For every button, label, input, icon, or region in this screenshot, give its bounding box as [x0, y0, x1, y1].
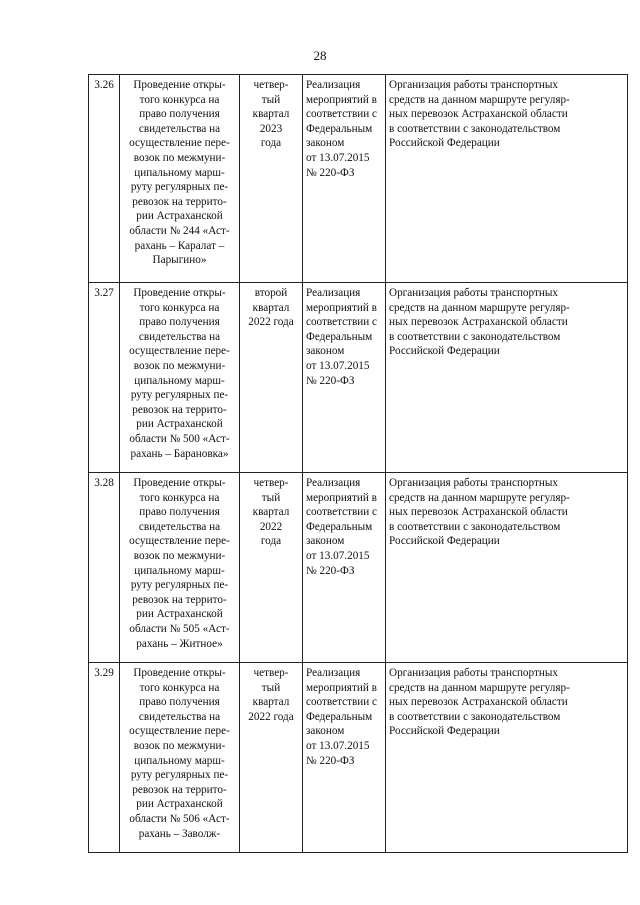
- cell-line: Организация работы транспортных: [389, 79, 558, 91]
- cell-line: ревозок на террито-: [132, 403, 227, 416]
- result-cell: [386, 473, 628, 663]
- cell-line: от 13.07.2015: [306, 739, 370, 752]
- cell-line: рии Астраханской: [136, 798, 223, 811]
- cell-line: ревозок на террито-: [132, 593, 227, 606]
- cell-line: Проведение откры-: [133, 477, 226, 489]
- cell-line: средств на данном маршруте регуляр-: [389, 681, 570, 694]
- cell-line: ных перевозок Астраханской области: [389, 506, 568, 519]
- cell-line: квартал: [252, 108, 290, 121]
- cell-line: в соответствии с законодательством: [389, 330, 561, 343]
- cell-line: второй: [254, 287, 288, 299]
- result-cell: [386, 75, 628, 283]
- cell-line: четвер-: [253, 667, 289, 679]
- measures-table-body: [89, 75, 628, 853]
- cell-line: Организация работы транспортных: [389, 477, 558, 489]
- cell-line: в соответствии с законодательством: [389, 122, 561, 135]
- cell-line: соответствии с: [306, 316, 377, 329]
- cell-line: ных перевозок Астраханской области: [389, 316, 568, 329]
- cell-line: ревозок на террито-: [132, 783, 227, 796]
- cell-line: Российской Федерации: [389, 725, 500, 738]
- cell-line: руту регулярных пе-: [130, 579, 229, 592]
- result-cell: [386, 283, 628, 473]
- cell-line: соответствии с: [306, 108, 377, 121]
- cell-line: средств на данном маршруте регуляр-: [389, 93, 570, 106]
- cell-line: мероприятий в: [306, 301, 377, 314]
- cell-line: Реализация: [306, 477, 361, 489]
- mechanism-cell: [303, 663, 386, 853]
- cell-line: соответствии с: [306, 506, 377, 519]
- cell-line: мероприятий в: [306, 93, 377, 106]
- mechanism-cell: [303, 473, 386, 663]
- cell-line: рии Астраханской: [136, 210, 223, 223]
- cell-line: соответствии с: [306, 696, 377, 709]
- cell-line: возок по межмуни-: [133, 549, 226, 562]
- cell-line: законом: [306, 137, 345, 150]
- cell-line: № 220-ФЗ: [306, 564, 355, 577]
- cell-line: Проведение откры-: [133, 667, 226, 679]
- cell-line: года: [260, 535, 282, 548]
- cell-line: право получения: [139, 696, 220, 709]
- cell-line: Федеральным: [306, 330, 373, 343]
- cell-line: 2022 года: [248, 710, 294, 723]
- cell-line: ных перевозок Астраханской области: [389, 696, 568, 709]
- cell-line: рахань – Барановка»: [130, 447, 229, 460]
- cell-line: ципальному марш-: [134, 166, 225, 179]
- cell-line: руту регулярных пе-: [130, 769, 229, 782]
- cell-line: Проведение откры-: [133, 79, 226, 91]
- item-number-cell: 3.28: [89, 473, 120, 663]
- item-number-cell: 3.27: [89, 283, 120, 473]
- event-cell: [120, 75, 240, 283]
- mechanism-cell: [303, 75, 386, 283]
- cell-line: осуществление пере-: [129, 137, 230, 150]
- cell-line: Реализация: [306, 79, 361, 91]
- cell-line: Российской Федерации: [389, 535, 500, 548]
- term-cell: [240, 283, 303, 473]
- cell-line: области № 505 «Аст-: [129, 622, 230, 635]
- table-row: [89, 75, 628, 283]
- cell-line: Проведение откры-: [133, 287, 226, 299]
- page-number: 28: [313, 48, 327, 63]
- cell-line: квартал: [252, 696, 290, 709]
- cell-line: области № 506 «Аст-: [129, 812, 230, 825]
- cell-line: рахань – Каралат –: [134, 239, 225, 252]
- cell-line: того конкурса на: [139, 93, 220, 106]
- cell-line: от 13.07.2015: [306, 359, 370, 372]
- result-cell: [386, 663, 628, 853]
- cell-line: возок по межмуни-: [133, 151, 226, 164]
- cell-line: четвер-: [253, 477, 289, 489]
- cell-line: ципальному марш-: [134, 374, 225, 387]
- table-row: [89, 283, 628, 473]
- cell-line: квартал: [252, 506, 290, 519]
- cell-line: средств на данном маршруте регуляр-: [389, 491, 570, 504]
- cell-line: № 220-ФЗ: [306, 374, 355, 387]
- event-cell: [120, 663, 240, 853]
- cell-line: руту регулярных пе-: [130, 389, 229, 402]
- cell-line: рахань – Заволж-: [138, 827, 221, 840]
- cell-line: законом: [306, 725, 345, 738]
- cell-line: 2023: [259, 122, 283, 135]
- cell-line: Парыгино»: [152, 254, 207, 267]
- cell-line: Российской Федерации: [389, 345, 500, 358]
- cell-line: осуществление пере-: [129, 345, 230, 358]
- cell-line: четвер-: [253, 79, 289, 91]
- cell-line: того конкурса на: [139, 301, 220, 314]
- cell-line: того конкурса на: [139, 491, 220, 504]
- cell-line: рии Астраханской: [136, 418, 223, 431]
- item-number-cell: 3.29: [89, 663, 120, 853]
- cell-line: законом: [306, 535, 345, 548]
- cell-line: Федеральным: [306, 520, 373, 533]
- cell-line: законом: [306, 345, 345, 358]
- cell-line: осуществление пере-: [129, 535, 230, 548]
- term-cell: [240, 473, 303, 663]
- cell-line: мероприятий в: [306, 491, 377, 504]
- term-cell: [240, 75, 303, 283]
- cell-line: Федеральным: [306, 710, 373, 723]
- cell-line: тый: [261, 93, 281, 106]
- cell-line: 2022 года: [248, 316, 294, 329]
- cell-line: мероприятий в: [306, 681, 377, 694]
- cell-line: года: [260, 137, 282, 150]
- cell-line: руту регулярных пе-: [130, 181, 229, 194]
- cell-line: возок по межмуни-: [133, 359, 226, 372]
- cell-line: тый: [261, 681, 281, 694]
- event-cell: [120, 473, 240, 663]
- cell-line: того конкурса на: [139, 681, 220, 694]
- cell-line: № 220-ФЗ: [306, 166, 355, 179]
- cell-line: свидетельства на: [138, 122, 221, 135]
- cell-line: Реализация: [306, 287, 361, 299]
- term-cell: [240, 663, 303, 853]
- table-row: [89, 663, 628, 853]
- cell-line: свидетельства на: [138, 710, 221, 723]
- cell-line: право получения: [139, 506, 220, 519]
- cell-line: Организация работы транспортных: [389, 287, 558, 299]
- cell-line: ципальному марш-: [134, 754, 225, 767]
- cell-line: от 13.07.2015: [306, 151, 370, 164]
- cell-line: рахань – Житное»: [136, 637, 223, 650]
- cell-line: Российской Федерации: [389, 137, 500, 150]
- cell-line: квартал: [252, 301, 290, 314]
- cell-line: свидетельства на: [138, 330, 221, 343]
- cell-line: Организация работы транспортных: [389, 667, 558, 679]
- cell-line: осуществление пере-: [129, 725, 230, 738]
- cell-line: области № 244 «Аст-: [129, 224, 230, 237]
- cell-line: Федеральным: [306, 122, 373, 135]
- table-row: [89, 473, 628, 663]
- cell-line: свидетельства на: [138, 520, 221, 533]
- cell-line: от 13.07.2015: [306, 549, 370, 562]
- cell-line: средств на данном маршруте регуляр-: [389, 301, 570, 314]
- cell-line: в соответствии с законодательством: [389, 710, 561, 723]
- cell-line: ревозок на террито-: [132, 195, 227, 208]
- cell-line: 2022: [259, 520, 283, 533]
- measures-table: [88, 74, 628, 853]
- cell-line: тый: [261, 491, 281, 504]
- item-number-cell: 3.26: [89, 75, 120, 283]
- cell-line: № 220-ФЗ: [306, 754, 355, 767]
- cell-line: возок по межмуни-: [133, 739, 226, 752]
- cell-line: Реализация: [306, 667, 361, 679]
- event-cell: [120, 283, 240, 473]
- cell-line: области № 500 «Аст-: [129, 432, 230, 445]
- cell-line: рии Астраханской: [136, 608, 223, 621]
- cell-line: в соответствии с законодательством: [389, 520, 561, 533]
- cell-line: право получения: [139, 316, 220, 329]
- cell-line: право получения: [139, 108, 220, 121]
- cell-line: ципальному марш-: [134, 564, 225, 577]
- cell-line: ных перевозок Астраханской области: [389, 108, 568, 121]
- mechanism-cell: [303, 283, 386, 473]
